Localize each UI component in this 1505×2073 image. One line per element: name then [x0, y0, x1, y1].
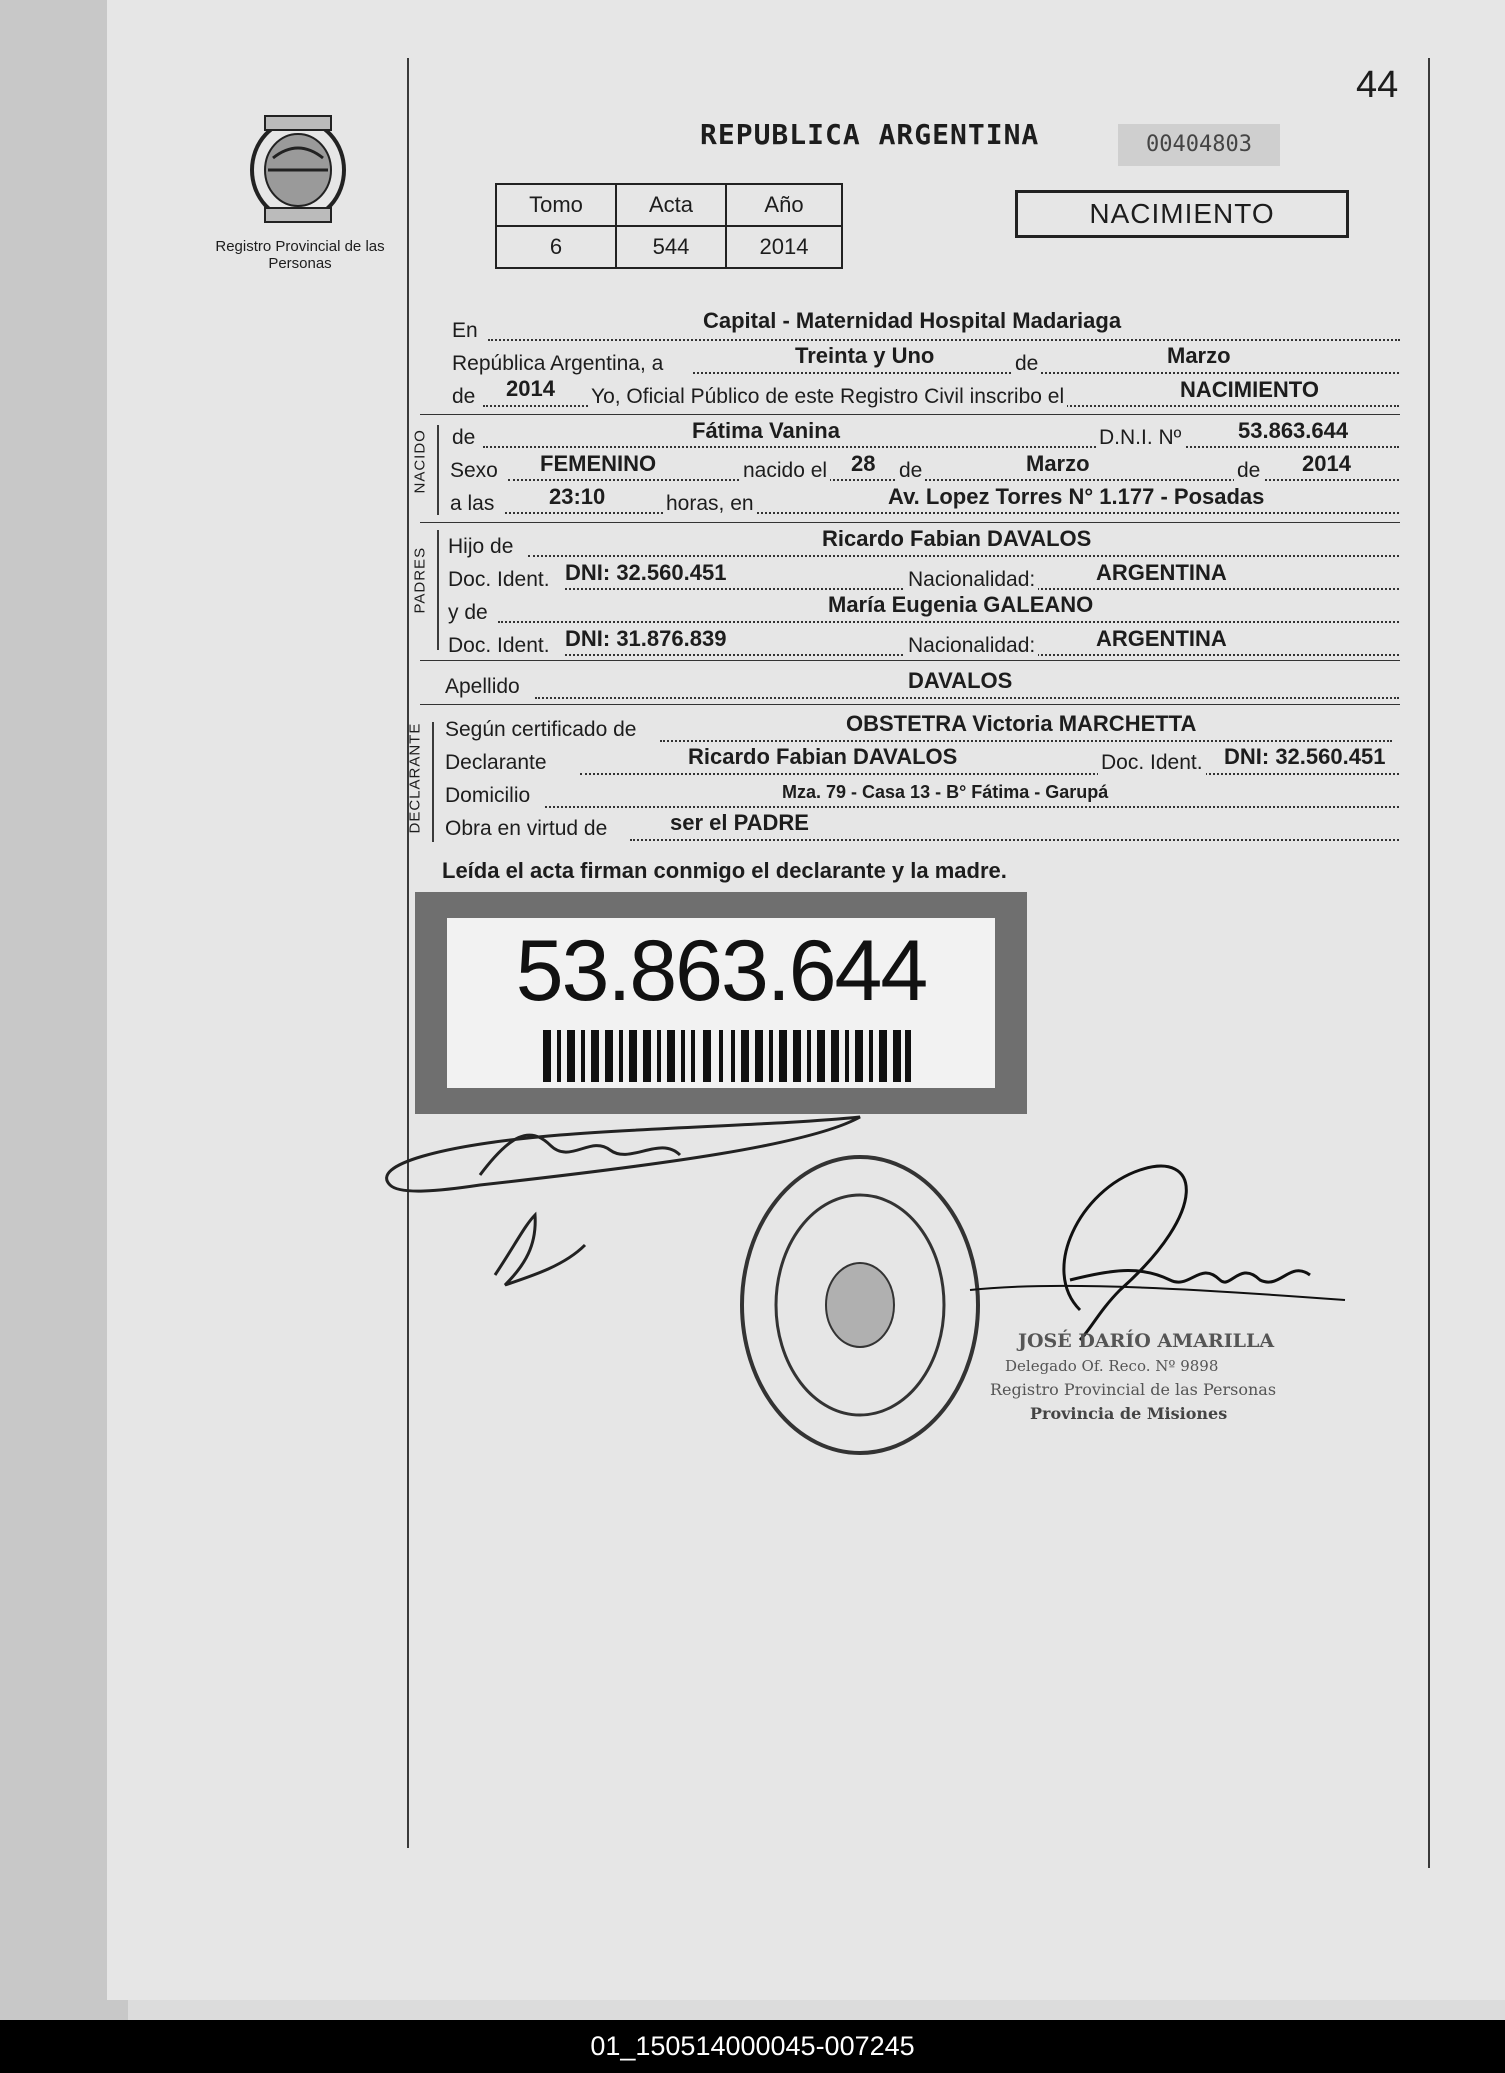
dotted-line [630, 839, 1399, 841]
dotted-line [488, 339, 1400, 341]
record-table [495, 183, 843, 269]
sticker-dni-number: 53.863.644 [515, 923, 927, 1019]
officer-name: JOSÉ DARÍO AMARILLA [1018, 1330, 1275, 1352]
father-doc: DNI: 32.560.451 [565, 560, 727, 585]
birth-day: 28 [851, 451, 876, 476]
declarante-bracket [432, 722, 434, 842]
registry-caption: Registro Provincial de las Personas [215, 238, 385, 272]
padres-bracket [437, 530, 439, 650]
dotted-line [535, 697, 1399, 699]
father-doc-label: Doc. Ident. [448, 568, 550, 591]
nacido-bracket [437, 425, 439, 515]
nacido-el-label: nacido el [740, 459, 830, 483]
officer-text: Yo, Oficial Público de este Registro Civil inscribo el [588, 385, 1067, 409]
child-dni: 53.863.644 [1238, 418, 1349, 443]
apellido-value: DAVALOS [908, 668, 1013, 693]
official-stamp-icon [735, 1150, 985, 1460]
officer-office: Registro Provincial de las Personas [990, 1380, 1277, 1399]
dotted-line [528, 555, 1399, 557]
mother-doc: DNI: 31.876.839 [565, 626, 727, 651]
child-name: Fátima Vanina [692, 418, 840, 443]
birth-month: Marzo [1026, 451, 1090, 476]
tomo-label: Tomo [496, 184, 616, 226]
de-label: de [1012, 352, 1041, 376]
dni-label: D.N.I. Nº [1096, 426, 1184, 450]
birth-address: Av. Lopez Torres N° 1.177 - Posadas [888, 484, 1265, 509]
nacido-section-label: NACIDO [411, 429, 429, 494]
record-header-row [496, 184, 842, 226]
dotted-line [498, 621, 1399, 623]
tomo-value: 6 [496, 226, 616, 268]
father-name: Ricardo Fabian DAVALOS [822, 526, 1092, 551]
officer-role: Delegado Of. Reco. Nº 9898 [1005, 1357, 1219, 1375]
dotted-line [505, 512, 1399, 514]
dotted-line [545, 806, 1399, 808]
nacido-de-label: de [452, 426, 476, 449]
declarante-section-label: DECLARANTE [406, 722, 424, 834]
de-label-2: de [452, 385, 476, 408]
en-label: En [452, 319, 478, 342]
domicilio-value: Mza. 79 - Casa 13 - B° Fátima - Garupá [782, 782, 1109, 802]
section-rule [420, 660, 1400, 661]
officer-province: Provincia de Misiones [1030, 1404, 1228, 1423]
officer-signature-icon [960, 1150, 1360, 1350]
dotted-line [508, 479, 1399, 481]
apellido-label: Apellido [445, 675, 520, 698]
misiones-emblem-icon [243, 108, 353, 226]
footer-id: 01_150514000045-007245 [0, 2020, 1505, 2073]
cert-label: Según certificado de [445, 718, 637, 741]
dotted-line [580, 773, 1399, 775]
acta-value: 544 [616, 226, 726, 268]
yde-label: y de [448, 601, 488, 624]
place-value: Capital - Maternidad Hospital Madariaga [703, 308, 1122, 333]
father-nationality: ARGENTINA [1096, 560, 1227, 585]
sexo-value: FEMENINO [540, 451, 657, 476]
dni-sticker-label [447, 918, 995, 1088]
barcode-icon [543, 1030, 913, 1082]
day-words: Treinta y Uno [795, 343, 935, 368]
obra-value: ser el PADRE [670, 810, 809, 835]
country-title: REPUBLICA ARGENTINA [700, 118, 1040, 151]
right-border-line [1428, 58, 1430, 1868]
alas-label: a las [450, 492, 495, 515]
de-label-4: de [1234, 459, 1263, 483]
section-rule [420, 704, 1400, 705]
anio-value: 2014 [726, 226, 842, 268]
section-rule [420, 522, 1400, 523]
horas-label: horas, en [663, 492, 757, 516]
de-label-3: de [896, 459, 925, 483]
declarante-label: Declarante [445, 751, 547, 774]
serial-number: 00404803 [1118, 124, 1280, 166]
section-rule [420, 414, 1400, 415]
mother-nac-label: Nacionalidad: [905, 634, 1038, 658]
acta-label: Acta [616, 184, 726, 226]
hijo-label: Hijo de [448, 535, 514, 558]
padres-section-label: PADRES [411, 546, 429, 614]
left-border-line [407, 58, 409, 1848]
record-value-row [496, 226, 842, 268]
declarante-value: Ricardo Fabian DAVALOS [688, 744, 958, 769]
record-type-box: NACIMIENTO [1015, 190, 1349, 238]
dotted-line [693, 372, 1399, 374]
page-number: 44 [1356, 64, 1399, 106]
mother-name: María Eugenia GALEANO [828, 592, 1094, 617]
mother-doc-label: Doc. Ident. [448, 634, 550, 657]
month-value: Marzo [1167, 343, 1231, 368]
domicilio-label: Domicilio [445, 784, 531, 807]
birth-hour: 23:10 [549, 484, 606, 509]
dotted-line [660, 740, 1392, 742]
father-nac-label: Nacionalidad: [905, 568, 1038, 592]
mother-signature-icon [485, 1205, 595, 1295]
cert-value: OBSTETRA Victoria MARCHETTA [846, 711, 1197, 736]
year-value: 2014 [506, 376, 555, 401]
signature-statement: Leída el acta firman conmigo el declarante y la madre. [442, 858, 1007, 883]
dotted-line [483, 446, 1399, 448]
country-label: República Argentina, a [452, 352, 664, 375]
birth-year: 2014 [1302, 451, 1351, 476]
event-value: NACIMIENTO [1180, 377, 1319, 402]
declarante-doc: DNI: 32.560.451 [1224, 744, 1386, 769]
dni-sticker [415, 892, 1027, 1114]
declarante-doc-label: Doc. Ident. [1098, 751, 1206, 775]
obra-label: Obra en virtud de [445, 817, 608, 840]
sexo-label: Sexo [450, 459, 498, 482]
mother-nationality: ARGENTINA [1096, 626, 1227, 651]
anio-label: Año [726, 184, 842, 226]
